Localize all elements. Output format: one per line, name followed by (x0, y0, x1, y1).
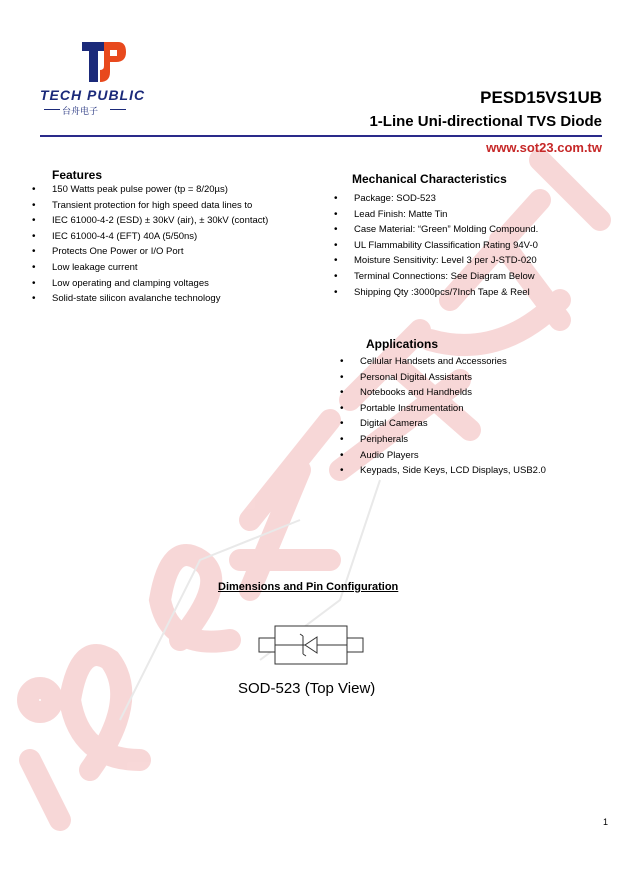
part-number: PESD15VS1UB (480, 88, 602, 107)
list-item: • Case Material: “Green” Molding Compound. (332, 222, 538, 238)
list-item: • Shipping Qty :3000pcs/7Inch Tape & Reel (332, 285, 538, 301)
list-item: • Moisture Sensitivity: Level 3 per J-STD-020 (332, 253, 538, 269)
page-number: 1 (603, 817, 609, 827)
website-link[interactable]: www.sot23.com.tw (486, 140, 602, 155)
dimensions-heading: Dimensions and Pin Configuration (218, 581, 399, 593)
list-item: • Digital Cameras (338, 416, 546, 432)
list-item: • Keypads, Side Keys, LCD Displays, USB2.0 (338, 463, 546, 479)
list-item: • Audio Players (338, 448, 546, 464)
list-item: • Package: SOD-523 (332, 191, 538, 207)
logo-subtext: 台舟电子 (62, 106, 99, 116)
mechanical-heading: Mechanical Characteristics (352, 172, 507, 186)
document-title: 1-Line Uni-directional TVS Diode (369, 113, 602, 130)
logo-wordmark: TECH PUBLIC (40, 87, 146, 103)
logo-divider (110, 109, 126, 110)
list-item: • Portable Instrumentation (338, 401, 546, 417)
list-item: • Personal Digital Assistants (338, 370, 546, 386)
features-heading: Features (52, 168, 103, 182)
list-item: • Protects One Power or I/O Port (30, 244, 268, 260)
features-list (30, 182, 268, 307)
list-item: • Solid-state silicon avalanche technology (30, 291, 268, 307)
applications-heading: Applications (366, 337, 439, 351)
tech-public-logo-icon (80, 40, 126, 84)
mechanical-list (332, 191, 538, 300)
list-item: • Low leakage current (30, 260, 268, 276)
list-item: • 150 Watts peak pulse power (tp = 8/20µs) (30, 182, 268, 198)
list-item: • Cellular Handsets and Accessories (338, 354, 546, 370)
list-item: • IEC 61000-4-4 (EFT) 40A (5/50ns) (30, 229, 268, 245)
list-item: • Notebooks and Handhelds (338, 385, 546, 401)
sod523-diode-diagram (257, 624, 365, 666)
list-item: • Terminal Connections: See Diagram Below (332, 269, 538, 285)
diagram-caption: SOD-523 (Top View) (238, 680, 376, 697)
applications-list (338, 354, 546, 479)
list-item: • Low operating and clamping voltages (30, 276, 268, 292)
logo-divider (44, 109, 60, 110)
list-item: • UL Flammability Classification Rating 94V-0 (332, 238, 538, 254)
list-item: • IEC 61000-4-2 (ESD) ± 30kV (air), ± 30kV (contact) (30, 213, 268, 229)
list-item: • Lead Finish: Matte Tin (332, 207, 538, 223)
header-rule (40, 135, 602, 137)
list-item: • Transient protection for high speed data lines to (30, 198, 268, 214)
list-item: • Peripherals (338, 432, 546, 448)
